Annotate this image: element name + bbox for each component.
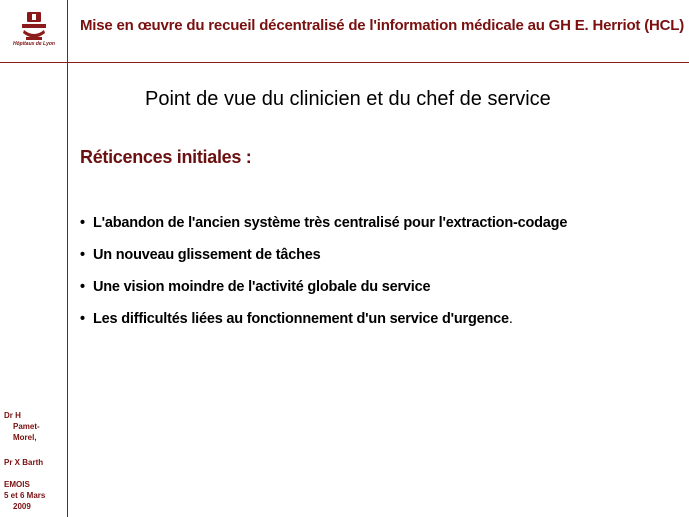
bullet-icon: •	[80, 311, 85, 327]
author-1-line: Dr H	[4, 411, 21, 420]
bullet-icon: •	[80, 279, 85, 295]
bullet-trailing-period: .	[508, 311, 513, 327]
list-item	[80, 277, 680, 298]
bullet-list	[80, 213, 680, 341]
event-info	[4, 479, 45, 512]
list-item	[80, 245, 680, 266]
logo-caption: Hôpitaux de Lyon	[13, 41, 55, 47]
event-line: 5 et 6 Mars	[4, 491, 46, 500]
vertical-divider	[67, 0, 68, 517]
slide-subtitle: Point de vue du clinicien et du chef de service	[145, 88, 551, 110]
author-2: Pr X Barth	[4, 458, 44, 467]
event-line: EMOIS	[4, 480, 30, 489]
bullet-text: Une vision moindre de l'activité globale du service	[93, 279, 431, 295]
list-item	[80, 309, 680, 330]
bullet-text: L'abandon de l'ancien système très centralisé pour l'extraction-codage	[93, 215, 568, 231]
bullet-icon: •	[80, 247, 85, 263]
bullet-text: Un nouveau glissement de tâches	[93, 247, 321, 263]
event-line: 2009	[13, 502, 31, 511]
bullet-icon: •	[80, 215, 85, 231]
author-1-line: Pamet-	[13, 422, 40, 431]
horizontal-divider	[0, 62, 689, 63]
bullet-text: Les difficultés liées au fonctionnement d'un service d'urgence	[93, 311, 509, 327]
list-item	[80, 213, 680, 234]
page-header: Mise en œuvre du recueil décentralisé de l'information médicale au GH E. Herriot (HCL)	[80, 17, 685, 34]
author-1-line: Morel,	[13, 433, 37, 442]
author-1	[4, 410, 40, 443]
section-title: Réticences initiales :	[80, 147, 252, 167]
